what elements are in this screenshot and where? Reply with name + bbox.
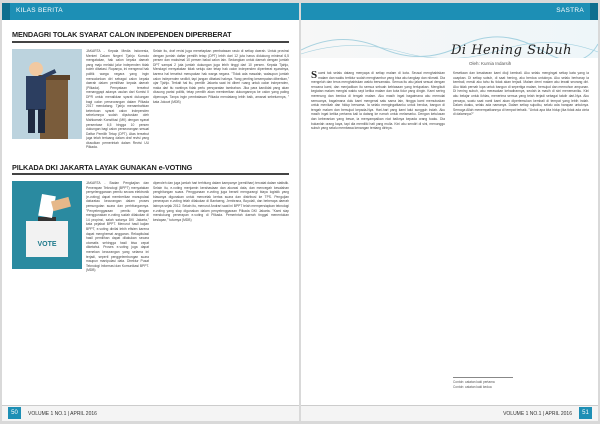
left-page — [2, 3, 299, 421]
page-number: 50 — [8, 407, 21, 419]
article-body-col2: Selain itu, draf revisi juga menetapkan pembatasan rasio di setiap daerah. Untuk provinsi dengan jumlah daftar pemilih tetap (DPT) lebih dari 12 juta harus didukung minimal 6,5 persen dan maksimal 10 persen bakal calon lain. Sedangkan untuk daerah dengan jumlah DPT sampai 2 juta jumlah dukungan juga lebih tinggi dari 10 persen. Kepala Tjahjo, Mendagri menyatakan tidak setuju dan tetap hak calon independen diperberat syaratnya, karena hal tersebut merupakan hak warga negara. "Tidak ada masalah, walaupun jumlah calon independen sedikit, tapi jangan dibatasi haknya. Yang penting kesempatan diberikan," ujar Tjahjo. Terkait hal itu, pemilih Jakarta saat ini diberi ruang untuk calon independen, maka dari itu nantinya tidak perlu persyaratan tambahan. Jika para kandidat yang akan diusung partai politik, tetap pemilih akan memberikan dukungannya ke calon yang paling dipercaya. Tanpa ingin pembatasan Pilkada mendatang lebih baik, amanat sebelumnya, " kata Jokowi (MDB) — [153, 49, 289, 104]
article2-body-col1: JAKARTA - Badan Pengkajian dan Penerapan Teknologi (BPPT) menyatakan penyelenggaraan pemilu secara elektronik (e-voting) dapat memberikan manupulasi daturatau kecurangan dalam proses pemungutan suara dan perhitungannya. "Penyelenggaraan pemilu dengan menggunakan e-voting sudah dilakukan di 14 propinsi, salah satunya DKI Jakarta," kata pejabat BPPT. Menurut hasil kajian BPPT, e-voting dinilai lebih efisien karena dapat menghemat anggaran. Rekapitulasi hasil pemilihan dapat dilakukan secara otomatis sehingga hasil bisa cepat diketahui. Proses e-voting juga dapat menekan kecurangan yang selama ini terjadi, seperti penggelembungan suara maupun manipulasi data. Direktur Pusat Teknologi Informasi dan Komunikasi BPPT. (MDB) — [86, 181, 149, 273]
article-body-col1: JAKARTA - Kepala Media Indonesia, Menteri Dalam Negeri Tjahjo Kumolo mengatakan, hak calon kepala daerah yang maju melalui jalur independen tidak boleh dibatasi. Rupanya, ini mengenai hak politik warga negara yang ingin mencalonkan diri sebagai calon kepala daerah dalam pemilihan kepala daerah (Pilkada). Pernyataan tersebut menanggapi adanya usulan dari Komisi II DPR untuk menaikkan syarat dukungan bagi calon perseorangan dalam Pilkada 2017 mendatang. Tjahjo menambahkan ketentuan syarat calon independen sebelumnya sudah diputuskan oleh Mahkamah Konstitusi (MK) dengan syarat persentase 6,5 hingga 10 persen dukungan bagi calon perseorangan sesuai Daftar Pemilih Tetap (DPT). Atas tersebut juga telah tertuang dalam draf revisi yang diusulkan pemerintah dalam Revisi UU Pilkada. — [86, 49, 149, 149]
footer-text: VOLUME 1 NO.1 | APRIL 2016 — [503, 411, 572, 417]
vote-photo — [12, 181, 82, 269]
section-label: SASTRA — [556, 7, 584, 14]
story-body-col2: Kesetiaan dan kesabaran kami diuji kembali. Aku selalu mengingat setiap kata yang ia ucapkan. Di setiap subuh, di saat hening, aku berdoa untuknya. Aku selalu berharap ia kembali, meski aku tahu itu tidak akan terjadi. Malam demi malam aku lewati seorang diri. Aku tidak pernah lupa untuk bangun di sepertiga malam, bersujud dan memohon ampunan. Di hening subuh, aku merasakan kehadirannya, seolah ia masih di sini menemaniku. Kini aku belajar untuk ikhlas, menerima semua yang telah terjadi sebagai takdir dari-Nya. Aku percaya, suatu saat nanti kami akan dipertemukan kembali di tempat yang lebih indah. Dalam doaku, selalu ada namanya. Dalam setiap sujudku, selalu ada harapan untuknya. Semoga Allah menempatkannya di tempat terbaik. "Untuk apa kita hidup jika tidak ada cinta di dalamnya?" — [453, 71, 589, 117]
article-photo — [12, 49, 82, 139]
article2-body-col2: diperoleh dan juga jumlah hari terhitung dalam kampanye (pemilihan) tercatat dalam statistik. Selain itu, e-voting menjamin kerahasiaan dan akurasi data, dan mencegah kesalahan penghitungan suara. Penggunaan e-voting juga berarti mengurangi biaya logistik yang biasanya digunakan untuk mencetak kertas suara dan distribusi ke TPS. Pengujian penerapan e-voting telah dilakukan di Bantaeng, Jembrana, Boyolali, dan beberapa daerah lainnya sejak 2012. Selain itu, menurut Andrari saat ini BPPT telah mempersiapkan teknologi e-voting yang siap digunakan dalam penyelenggaraan Pilkada DKI Jakarta. "Kami siap mendukung penerapan e-voting di Pilkada. Pemerintah daerah tinggal menentukan kesiapan," tuturnya (MDB) — [153, 181, 289, 222]
page-footer — [2, 405, 299, 421]
article-headline-2: PILKADA DKI JAKARTA LAYAK GUNAKAN e-VOTING — [12, 163, 193, 172]
footnote-2: Contoh: catatan kaki kedua — [453, 385, 492, 389]
section-label: KILAS BERITA — [16, 7, 63, 14]
vote-label: VOTE — [37, 241, 57, 248]
right-page — [301, 3, 598, 421]
article-headline: MENDAGRI TOLAK SYARAT CALON INDEPENDEN DIPERBERAT — [12, 30, 232, 39]
footnote-1: Contoh: catatan kaki pertama — [453, 380, 495, 384]
headline-divider-2 — [12, 173, 289, 175]
story-body-col1: Suami tak selalu datang menyapa di setiap malam di kota. Seusai menghabiskan malam dan waktu tertidur sudah menghambur yang bisa aku tangkap dan nikmati. Dia mengeluh dan terus menghabiskan waktu bersamaku. Semua itu aku jalani sesuai dengan rencana kami, dan menjadikan itu semua sebuah kebiasaan yang terlupakan. Mengikuti kegiatan malam mengisi waktu sepi ketika malam dan kota tidur yang dingin. Kami sering merenung dan berdoa di tengah malam. Aku masih ingat bagaimana aku memulai semuanya, bagaimana dulu kami mengenal satu sama lain, hingga kami memutuskan untuk menikah dan hidup bersama. Ia selalu mengingatkanku untuk berdoa, bangun di tengah malam dan bersujud kepada-Nya. Hari-hari yang kami lalui sungguh indah. Aku masih ingat ketika pertama kali ia datang ke rumah untuk melamarku. Dengan ketulusan dan keberanian yang besar, ia menyampaikan niat baiknya kepada orang tuaku. Dia bukanlah orang kaya, tapi dia memiliki hati yang mulia. Kini aku sendiri di sini, menunggu subuh yang selalu membawa kenangan tentang dirinya. — [311, 71, 445, 131]
section-band — [301, 3, 598, 20]
story-title: Di Hening Subuh — [451, 43, 572, 58]
page-footer — [301, 405, 598, 421]
headline-divider — [12, 41, 289, 43]
footnote-divider — [453, 377, 513, 378]
story-byline: Oleh: Kurnia Indarsih — [469, 61, 512, 66]
drop-cap: S — [311, 71, 318, 81]
page-number: 51 — [579, 407, 592, 419]
footer-text: VOLUME 1 NO.1 | APRIL 2016 — [28, 411, 97, 417]
section-band — [2, 3, 299, 20]
